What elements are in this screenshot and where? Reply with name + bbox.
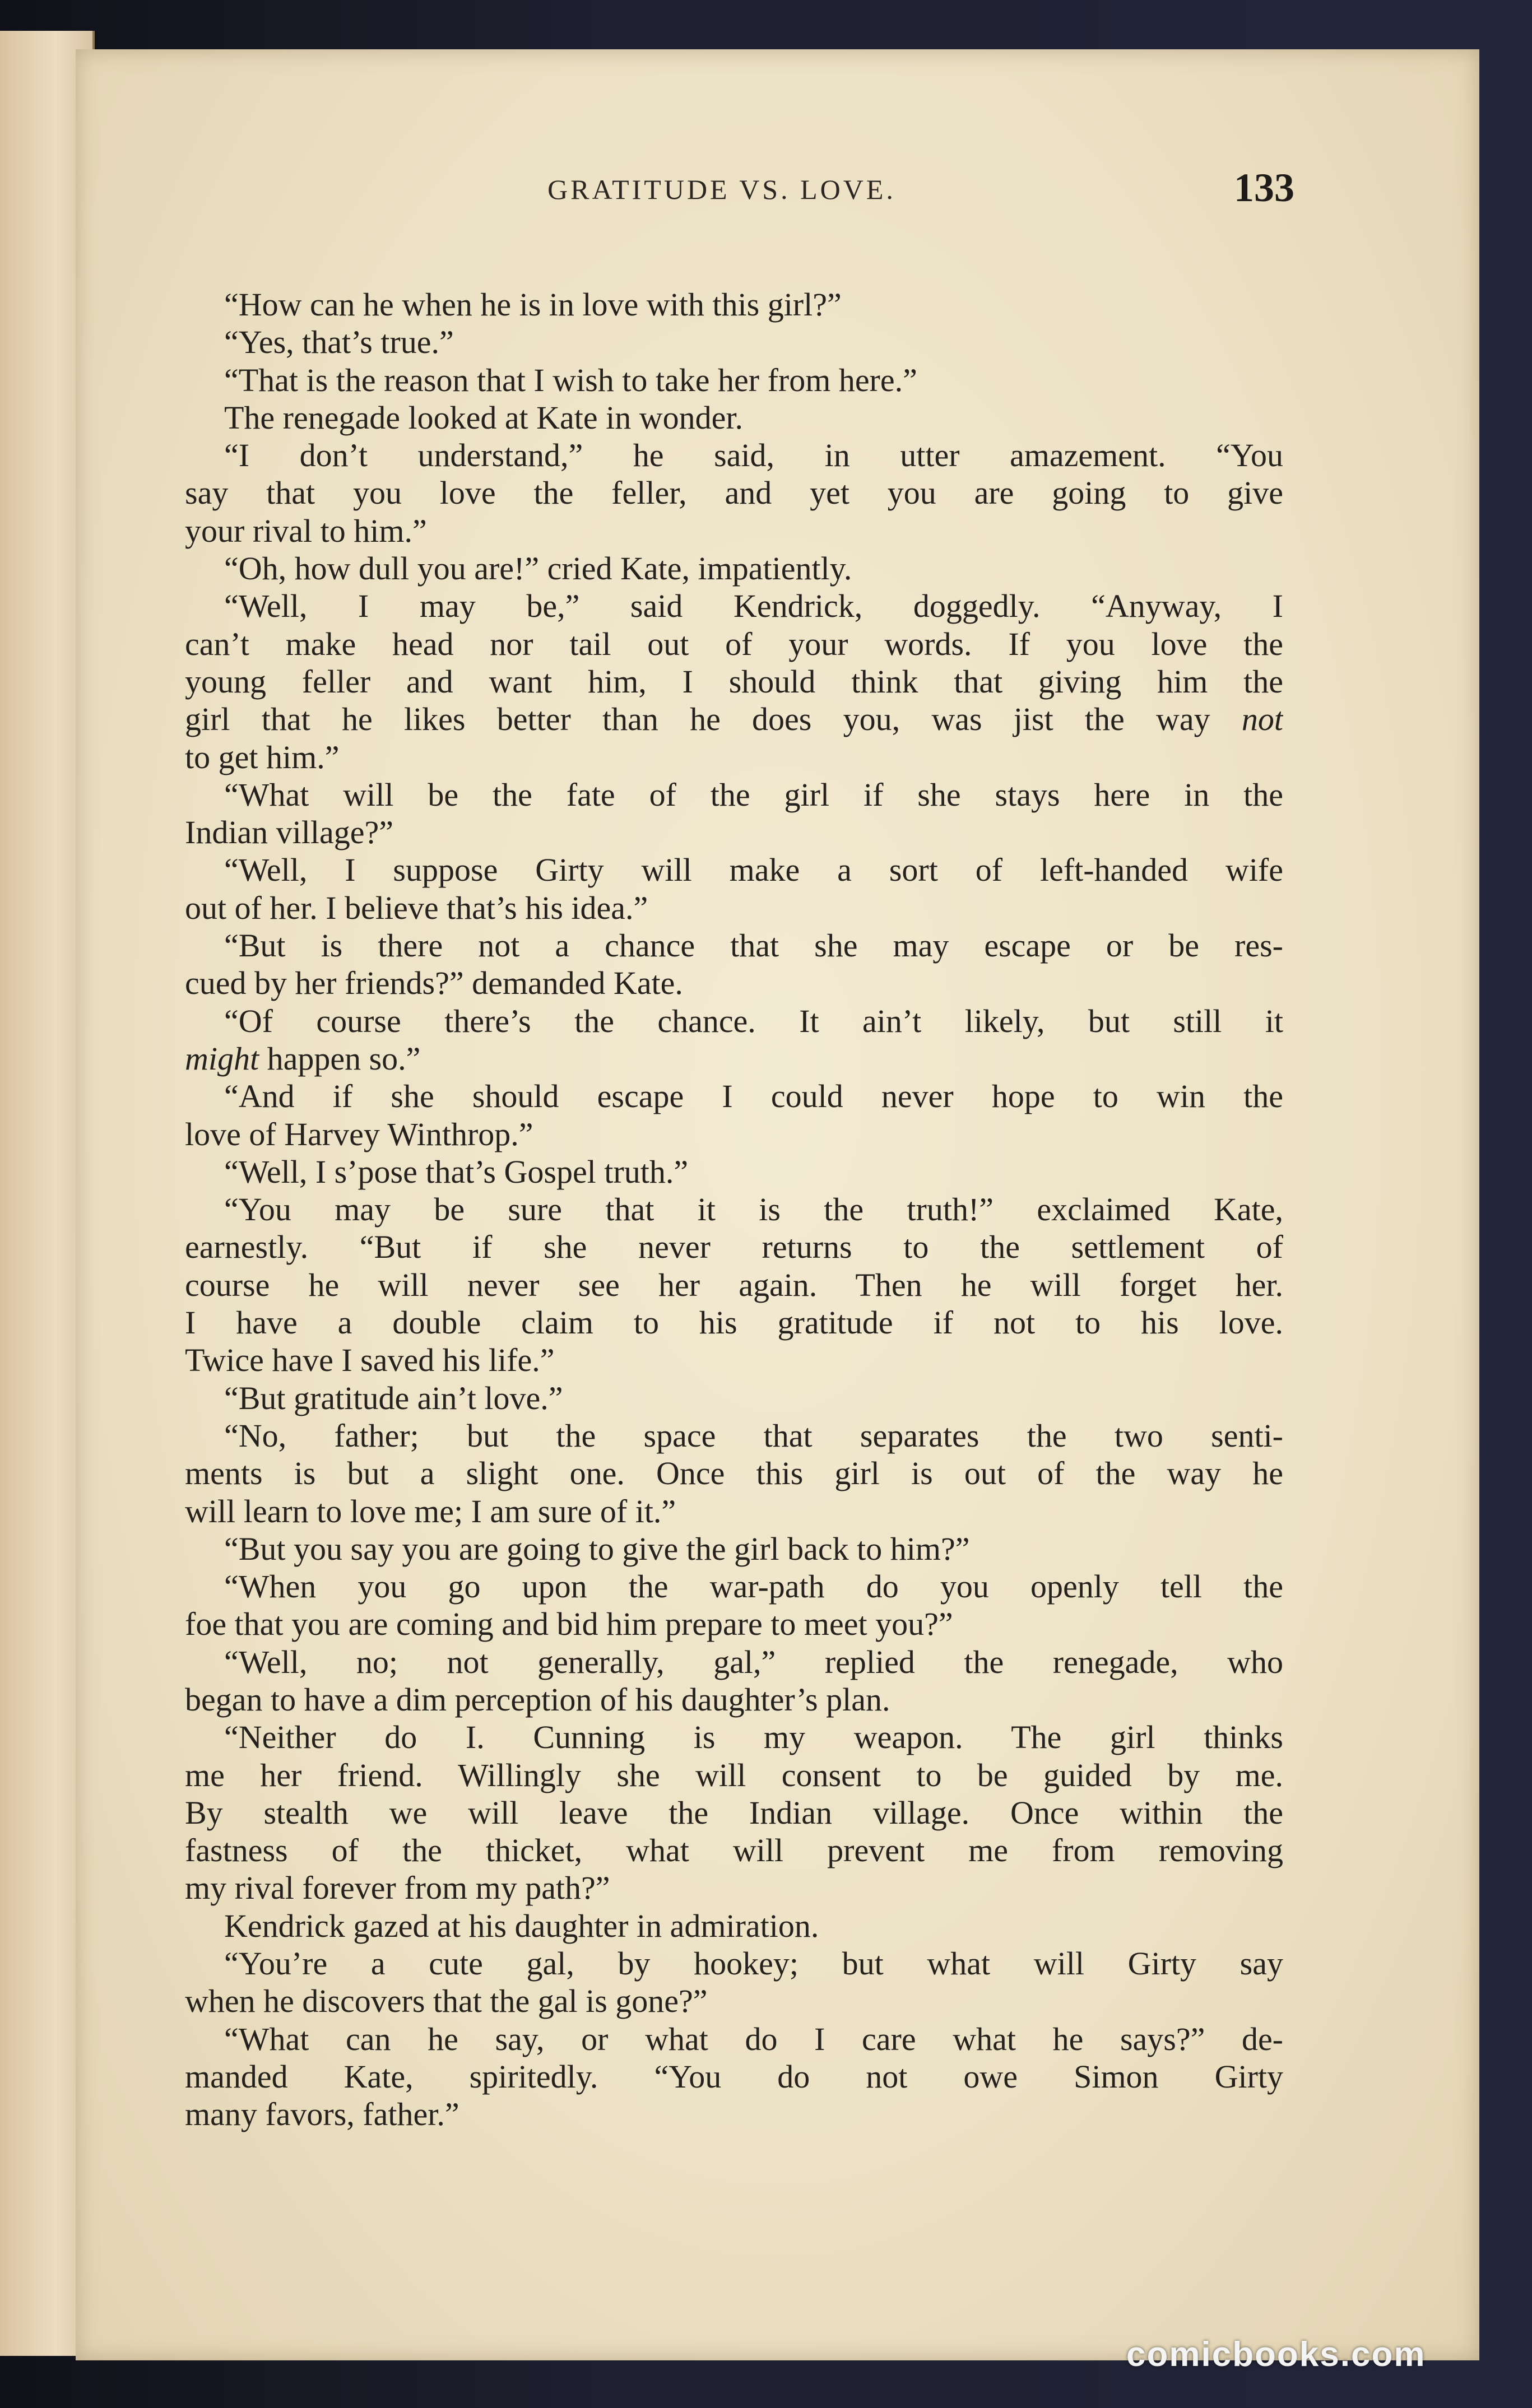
line-text: your rival to him.” — [185, 512, 427, 549]
line-text: “Oh, how dull you are!” cried Kate, impatiently. — [224, 550, 852, 587]
text-line — [185, 474, 1283, 512]
text-line — [185, 587, 1283, 625]
text-line — [185, 625, 1283, 663]
text-line — [185, 889, 1283, 927]
line-text: manded Kate, spiritedly. “You do not owe Simon Girty — [185, 2058, 1283, 2095]
line-text: earnestly. “But if she never returns to the settlement of — [185, 1229, 1283, 1266]
line-text: my rival forever from my path?” — [185, 1870, 610, 1907]
line-text: By stealth we will leave the Indian village. Once within the — [185, 1794, 1283, 1831]
line-text: many favors, father.” — [185, 2096, 459, 2133]
italic-word: might — [185, 1040, 259, 1077]
text-line — [185, 512, 1283, 550]
text-line — [185, 323, 1283, 361]
text-line — [185, 550, 1283, 587]
line-text: me her friend. Willingly she will consent to be guided by me. — [185, 1756, 1283, 1793]
text-line — [185, 1228, 1283, 1266]
text-line — [185, 1643, 1283, 1681]
line-text: “And if she should escape I could never hope to win the — [224, 1078, 1283, 1115]
line-text: cued by her friends?” demanded Kate. — [185, 965, 683, 1002]
line-text: course he will never see her again. Then he will forget her. — [185, 1266, 1283, 1303]
body-text — [185, 286, 1283, 2133]
line-text: began to have a dim perception of his daughter’s plan. — [185, 1681, 890, 1718]
text-line — [185, 927, 1283, 964]
text-line — [185, 813, 1283, 851]
text-line — [185, 1794, 1283, 1831]
watermark: comicbooks.com — [1126, 2335, 1426, 2374]
line-text: to get him.” — [185, 738, 340, 775]
text-line — [185, 1417, 1283, 1454]
text-line — [185, 1493, 1283, 1530]
text-line — [185, 1304, 1283, 1341]
text-line — [185, 1681, 1283, 1718]
line-text: “Neither do I. Cunning is my weapon. The girl thinks — [224, 1719, 1283, 1756]
line-text: “When you go upon the war-path do you openly tell the — [224, 1568, 1283, 1605]
line-text: “Of course there’s the chance. It ain’t likely, but still it — [224, 1002, 1283, 1039]
line-text: “Well, no; not generally, gal,” replied the renegade, who — [224, 1643, 1283, 1680]
line-text: Indian village?” — [185, 814, 393, 851]
text-line — [185, 2095, 1283, 2133]
text-line — [185, 964, 1283, 1002]
text-line — [185, 1115, 1283, 1153]
line-text: “You’re a cute gal, by hookey; but what will Girty say — [224, 1945, 1283, 1982]
line-text: “Well, I suppose Girty will make a sort of left-handed wife — [224, 852, 1283, 889]
line-text: “How can he when he is in love with this girl?” — [224, 286, 842, 323]
text-line — [185, 2020, 1283, 2058]
text-line — [185, 1002, 1283, 1040]
line-text: “You may be sure that it is the truth!” exclaimed Kate, — [224, 1191, 1283, 1228]
text-line — [185, 776, 1283, 813]
line-text: Kendrick gazed at his daughter in admiration. — [224, 1907, 819, 1944]
line-text: ments is but a slight one. Once this girl is out of the way he — [185, 1455, 1283, 1492]
text-line — [185, 1341, 1283, 1379]
running-head: GRATITUDE VS. LOVE. — [547, 174, 896, 205]
line-text: out of her. I believe that’s his idea.” — [185, 889, 648, 926]
line-text: “What will be the fate of the girl if she stays here in the — [224, 776, 1283, 813]
text-line — [185, 1530, 1283, 1568]
text-line — [185, 1077, 1283, 1115]
text-line — [185, 1831, 1283, 1869]
line-text: can’t make head nor tail out of your words. If you love the — [185, 625, 1283, 662]
text-line — [185, 663, 1283, 700]
text-line — [185, 1982, 1283, 2020]
line-text: I have a double claim to his gratitude if not to his love. — [185, 1304, 1283, 1341]
line-text: “Yes, that’s true.” — [224, 324, 454, 361]
text-line — [185, 700, 1283, 738]
line-text: “But gratitude ain’t love.” — [224, 1379, 563, 1416]
line-text: will learn to love me; I am sure of it.” — [185, 1493, 676, 1530]
line-text: “Well, I s’pose that’s Gospel truth.” — [224, 1153, 689, 1190]
line-text: “No, father; but the space that separates the two senti- — [224, 1417, 1283, 1454]
text-line — [185, 399, 1283, 436]
line-text: love of Harvey Winthrop.” — [185, 1115, 533, 1152]
text-line — [185, 2058, 1283, 2095]
text-line — [185, 1040, 1283, 1077]
line-text: Twice have I saved his life.” — [185, 1342, 555, 1379]
text-line — [185, 1153, 1283, 1191]
text-line — [185, 1945, 1283, 1982]
text-line — [185, 1454, 1283, 1492]
line-text: happen so.” — [267, 1040, 421, 1077]
line-text: The renegade looked at Kate in wonder. — [224, 399, 744, 436]
line-text: “I don’t understand,” he said, in utter amazement. “You — [224, 437, 1283, 474]
text-line — [185, 1379, 1283, 1417]
text-line — [185, 1266, 1283, 1304]
line-text: when he discovers that the gal is gone?” — [185, 1983, 708, 2020]
text-line — [185, 851, 1283, 889]
text-line — [185, 1907, 1283, 1945]
text-line — [185, 738, 1283, 776]
line-text: “What can he say, or what do I care what he says?” de- — [224, 2020, 1283, 2057]
line-text: foe that you are coming and bid him prepare to meet you?” — [185, 1606, 953, 1643]
line-text: say that you love the feller, and yet you are going to give — [185, 475, 1283, 512]
text-line — [185, 1718, 1283, 1756]
text-line — [185, 1191, 1283, 1228]
line-text: young feller and want him, I should think that giving him the — [185, 663, 1283, 700]
text-line — [185, 1568, 1283, 1605]
text-line — [185, 1756, 1283, 1794]
italic-word: not — [1241, 701, 1283, 738]
page-number: 133 — [1234, 165, 1294, 210]
line-text: “But is there not a chance that she may escape or be res- — [224, 927, 1283, 964]
line-text: “That is the reason that I wish to take her from here.” — [224, 361, 917, 398]
line-text: fastness of the thicket, what will prevent me from removing — [185, 1832, 1283, 1869]
line-text: “Well, I may be,” said Kendrick, doggedly. “Anyway, I — [224, 588, 1283, 625]
text-line — [185, 1605, 1283, 1643]
text-line — [185, 436, 1283, 474]
text-line — [185, 286, 1283, 323]
line-text: girl that he likes better than he does you, was jist the way — [185, 701, 1210, 738]
line-text: “But you say you are going to give the girl back to him?” — [224, 1530, 970, 1567]
text-line — [185, 361, 1283, 399]
text-line — [185, 1869, 1283, 1907]
